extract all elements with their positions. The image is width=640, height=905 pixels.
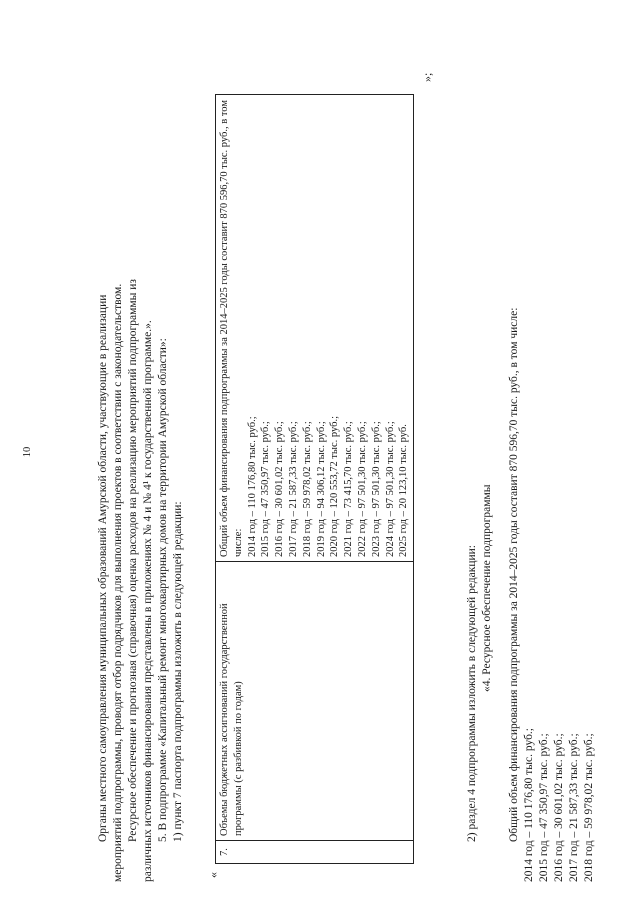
value-line: 2025 год – 20 123,10 тыс. руб. bbox=[398, 424, 410, 557]
value-line: 2018 год – 59 978,02 тыс. руб.; bbox=[301, 421, 313, 557]
item-2-line: 2) раздел 4 подпрограммы изложить в следующей редакции: bbox=[466, 545, 478, 842]
value-line: 2014 год – 110 176,80 тыс. руб.; bbox=[246, 416, 258, 557]
section-total: Общий объем финансирования подпрограммы за 2014–2025 годы составит 870 596,70 тыс. руб., в том числе: bbox=[508, 307, 520, 842]
intro-line-6: 1) пункт 7 паспорта подпрограммы изложить в следующей редакции: bbox=[172, 501, 184, 842]
section-year-line: 2014 год – 110 176,80 тыс. руб.; bbox=[523, 728, 535, 882]
section-year-line: 2016 год – 30 601,02 тыс. руб.; bbox=[553, 733, 565, 882]
intro-line-5: 5. В подпрограмме «Капитальный ремонт многоквартирных домов на территории Амурской области»: bbox=[157, 338, 169, 842]
close-quote: »; bbox=[420, 72, 434, 82]
value-line: 2015 год – 47 350,97 тыс. руб.; bbox=[260, 421, 272, 557]
value-line: 2020 год – 120 553,72 тыс. руб.; bbox=[329, 416, 341, 557]
value-line: 2019 год – 94 306,12 тыс. руб.; bbox=[315, 421, 327, 557]
value-line: 2021 год – 73 415,70 тыс. руб.; bbox=[343, 421, 355, 557]
passport-table bbox=[215, 94, 414, 864]
value-line: 2017 год – 21 587,33 тыс. руб.; bbox=[287, 421, 299, 557]
section-year-line: 2015 год – 47 350,97 тыс. руб.; bbox=[538, 733, 550, 882]
open-quote: « bbox=[206, 872, 220, 878]
value-line: Общий объем финансирования подпрограммы за 2014–2025 годы составит 870 596,70 тыс. руб., в том числе: bbox=[219, 100, 244, 557]
intro-line-3: Ресурсное обеспечение и прогнозная (справочная) оценка расходов на реализацию мероприятий подпрограммы из bbox=[127, 279, 139, 842]
passport-item-value bbox=[216, 95, 414, 562]
value-line: 2016 год – 30 601,02 тыс. руб.; bbox=[274, 421, 286, 557]
section-4 bbox=[465, 22, 597, 882]
value-line: 2024 год – 97 501,30 тыс. руб.; bbox=[384, 421, 396, 557]
value-line: 2022 год – 97 501,30 тыс. руб.; bbox=[356, 421, 368, 557]
intro-text bbox=[96, 22, 186, 882]
passport-item-number: 7. bbox=[216, 841, 414, 864]
section-year-line: 2018 год – 59 978,02 тыс. руб.; bbox=[583, 733, 595, 882]
value-line: 2023 год – 97 501,30 тыс. руб.; bbox=[370, 421, 382, 557]
passport-item-label: Объемы бюджетных ассигнований государственной программы (с разбивкой по годам) bbox=[216, 562, 414, 841]
intro-line-4: различных источников финансирования представлены в приложениях № 4 и № 4¹ к государственной программе.». bbox=[142, 320, 154, 882]
intro-line-1: Органы местного самоуправления муниципальных образований Амурской области, участвующие в реализации bbox=[97, 294, 109, 842]
section-heading: «4. Ресурсное обеспечение подпрограммы bbox=[481, 484, 493, 692]
table-row bbox=[216, 95, 414, 864]
intro-line-2: мероприятий подпрограммы, проводят отбор подрядчиков для выполнения проектов в соответствии с законодательством. bbox=[112, 283, 124, 882]
page-number: 10 bbox=[22, 446, 33, 458]
section-year-line: 2017 год – 21 587,33 тыс. руб.; bbox=[568, 733, 580, 882]
document-page bbox=[20, 22, 620, 882]
